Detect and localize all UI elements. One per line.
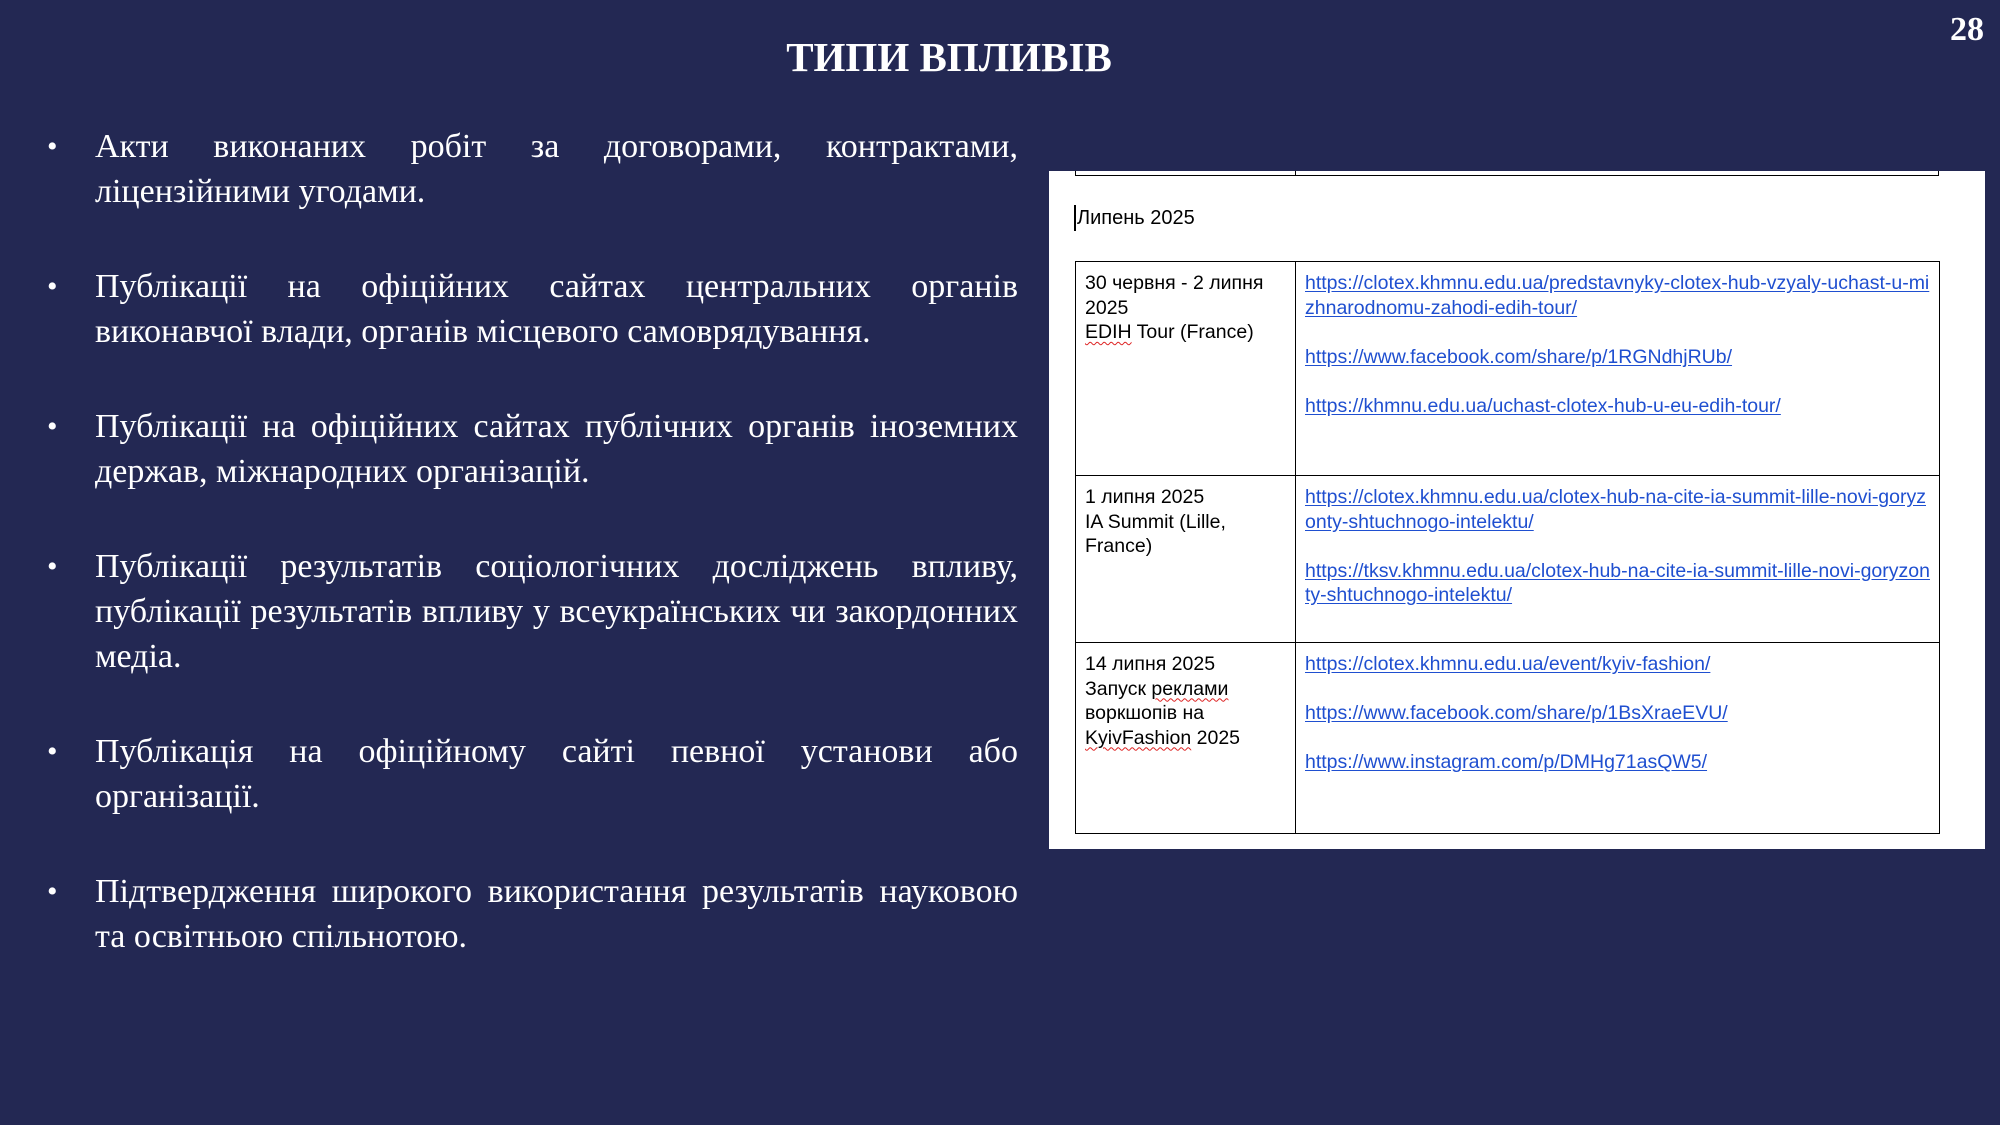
table-divider xyxy=(1295,171,1296,175)
event-title xyxy=(1085,677,1287,702)
bullet-item xyxy=(44,264,1018,354)
event-title-rest: Tour (France) xyxy=(1131,321,1254,343)
table-row xyxy=(1076,643,1940,834)
links-cell xyxy=(1296,476,1940,643)
document-screenshot xyxy=(1049,171,1985,849)
bullet-list xyxy=(44,124,1018,1009)
event-link[interactable]: https://khmnu.edu.ua/uchast-clotex-hub-u-eu-edih-tour/ xyxy=(1305,394,1781,417)
event-link[interactable]: https://clotex.khmnu.edu.ua/event/kyiv-fashion/ xyxy=(1305,653,1711,675)
bullet-text: Підтвердження широкого використання результатів науковою та освітньою спільнотою. xyxy=(95,873,1018,955)
event-link[interactable]: https://www.instagram.com/p/DMHg71asQW5/ xyxy=(1305,751,1708,773)
event-link[interactable]: https://www.facebook.com/share/p/1BsXraeEVU/ xyxy=(1305,702,1728,724)
event-link[interactable]: https://clotex.khmnu.edu.ua/clotex-hub-na-cite-ia-summit-lille-novi-goryzonty-shtuchnogo-intelektu/ xyxy=(1305,486,1926,533)
bullet-item xyxy=(44,404,1018,494)
previous-table-fragment xyxy=(1075,171,1939,176)
event-cell xyxy=(1076,262,1296,476)
event-date: 14 липня 2025 xyxy=(1085,653,1216,675)
event-date: 1 липня 2025 xyxy=(1085,486,1205,508)
event-title xyxy=(1085,320,1287,345)
slide-number: 28 xyxy=(1950,11,1984,48)
bullet-item xyxy=(44,124,1018,214)
event-cell xyxy=(1076,643,1296,834)
bullet-icon: • xyxy=(47,410,58,443)
bullet-text: Публікація на офіційному сайті певної установи або організації. xyxy=(95,733,1018,815)
events-table xyxy=(1075,261,1940,834)
spellcheck-word: EDIH xyxy=(1085,321,1132,343)
table-row xyxy=(1076,262,1940,476)
bullet-icon: • xyxy=(47,550,58,583)
links-cell xyxy=(1296,643,1940,834)
event-link[interactable]: https://clotex.khmnu.edu.ua/predstavnyky-clotex-hub-vzyaly-uchast-u-mizhnarodnomu-zahodi-edih-tour/ xyxy=(1305,272,1930,319)
spellcheck-word: KyivFashion xyxy=(1085,726,1192,749)
event-title-part: 2025 xyxy=(1191,726,1241,749)
bullet-item xyxy=(44,544,1018,679)
bullet-item xyxy=(44,729,1018,819)
spellcheck-word: реклами xyxy=(1151,677,1229,700)
bullet-icon: • xyxy=(47,735,58,768)
bullet-item xyxy=(44,869,1018,959)
event-title-line: воркшопів на xyxy=(1085,702,1205,724)
month-heading: Липень 2025 xyxy=(1074,205,1195,231)
event-title: IA Summit (Lille, France) xyxy=(1085,510,1226,557)
bullet-text: Публікації на офіційних сайтах публічних органів іноземних держав, міжнародних організацій. xyxy=(95,408,1018,490)
bullet-icon: • xyxy=(47,130,58,163)
bullet-text: Публікації на офіційних сайтах центральних органів виконавчої влади, органів місцевого самоврядування. xyxy=(95,268,1018,350)
bullet-icon: • xyxy=(47,270,58,303)
table-row xyxy=(1076,476,1940,643)
event-title-part: Запуск xyxy=(1085,677,1152,700)
event-link[interactable]: https://www.facebook.com/share/p/1RGNdhjRUb/ xyxy=(1305,345,1733,368)
bullet-icon: • xyxy=(47,875,58,908)
bullet-text: Акти виконаних робіт за договорами, контрактами, ліцензійними угодами. xyxy=(95,128,1018,210)
slide-title: ТИПИ ВПЛИВІВ xyxy=(786,34,1112,80)
event-title-line xyxy=(1085,726,1287,751)
event-link[interactable]: https://tksv.khmnu.edu.ua/clotex-hub-na-cite-ia-summit-lille-novi-goryzonty-shtuchnogo-intelektu/ xyxy=(1305,559,1930,606)
event-cell xyxy=(1076,476,1296,643)
links-cell xyxy=(1296,262,1940,476)
event-date: 30 червня - 2 липня 2025 xyxy=(1085,272,1264,319)
bullet-text: Публікації результатів соціологічних досліджень впливу, публікації результатів впливу у всеукраїнських чи закордонних медіа. xyxy=(95,548,1018,675)
